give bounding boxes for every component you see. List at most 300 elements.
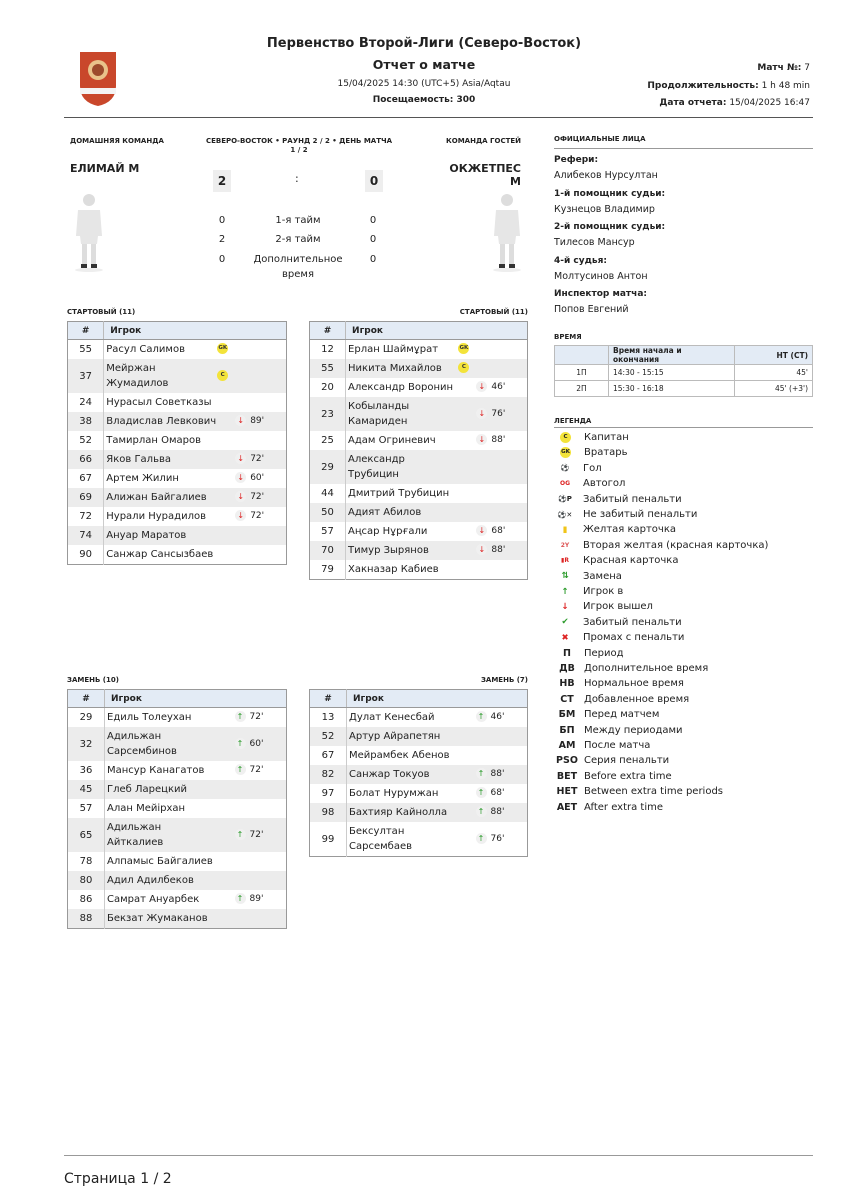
legend-item: [556, 800, 663, 815]
player-name: [346, 503, 459, 522]
player-event: [458, 708, 528, 728]
legend-text: Забитый пенальти: [583, 616, 682, 628]
player-row: [310, 503, 528, 522]
official-role: 2-й помощник судьи:: [554, 222, 666, 232]
player-row: [310, 708, 528, 728]
home-team-label: ДОМАШНЯЯ КОМАНДА: [70, 137, 164, 145]
legend-text: Вратарь: [584, 447, 628, 459]
player-row: [68, 340, 287, 360]
player-event: [217, 708, 287, 728]
legend-label: ЛЕГЕНДА: [554, 417, 592, 425]
official-role: 1-й помощник судьи:: [554, 188, 666, 199]
player-number: 90: [68, 545, 104, 565]
player-name-text: Яков Гальва: [106, 454, 171, 465]
official-name: Алибеков Нурсултан: [554, 170, 658, 181]
player-out-icon: ↓: [476, 525, 487, 536]
sub-minute: 89': [249, 894, 264, 904]
player-name: [346, 484, 459, 503]
player-row: [68, 852, 287, 871]
sub-minute: 88': [490, 807, 505, 817]
page-number: Страница 1 / 2: [64, 1171, 172, 1187]
player-event: [458, 522, 527, 541]
legend-text: Гол: [583, 462, 602, 474]
player-event: [458, 340, 527, 360]
player-row: [310, 784, 528, 803]
player-row: [68, 412, 287, 431]
goalkeeper-icon: GK: [560, 447, 571, 458]
player-event: [458, 765, 528, 784]
player-number: 55: [68, 340, 104, 360]
col-number-header: #: [310, 690, 347, 708]
player-number: 78: [68, 852, 105, 871]
time-ht: 45': [735, 365, 813, 381]
col-number-header: #: [68, 322, 104, 340]
legend-item: [556, 538, 768, 553]
captain-badge-icon: C: [217, 370, 228, 381]
player-name-text: Нурасыл Советказы: [106, 397, 212, 408]
time-ht: 45' (+3'): [735, 381, 813, 397]
goal-icon: ⚽: [560, 464, 570, 473]
player-number: 66: [68, 450, 104, 469]
home-starting-table: [67, 321, 287, 565]
player-name: [104, 359, 217, 393]
period-away-score: 0: [369, 234, 377, 245]
player-out-icon: ↓: [235, 491, 246, 502]
legend-item: [556, 707, 659, 722]
player-row: [68, 393, 287, 412]
sub-minute: 88': [491, 545, 506, 555]
legend-code: П: [563, 647, 571, 659]
time-range: 14:30 - 15:15: [609, 365, 735, 381]
player-row: [310, 378, 528, 397]
time-col-ht: HT (CT): [735, 346, 813, 365]
away-starting-table: [309, 321, 528, 580]
score-separator: :: [295, 172, 299, 185]
legend-item: [556, 676, 684, 691]
substitution-icon: ⇅: [561, 571, 569, 582]
player-name: [346, 359, 459, 378]
player-in-icon: ↑: [235, 711, 246, 722]
time-row: [555, 365, 813, 381]
footer-divider: [64, 1155, 813, 1156]
legend-item: [556, 615, 682, 630]
player-name: [104, 526, 217, 545]
player-event: [217, 799, 287, 818]
player-name: [347, 784, 458, 803]
period-home-score: 2: [218, 234, 226, 245]
player-row: [310, 340, 528, 360]
legend-code: HET: [556, 786, 578, 798]
player-name-text: Тимур Зырянов: [348, 545, 429, 556]
player-name-text: Едиль Толеухан: [107, 712, 192, 723]
player-in-icon: ↑: [235, 738, 246, 749]
player-row: [310, 727, 528, 746]
goalkeeper-badge-icon: GK: [458, 343, 469, 354]
player-number: 29: [68, 708, 105, 728]
sub-minute: 46': [490, 712, 505, 722]
player-in-icon: ↑: [476, 833, 487, 844]
player-event: [217, 507, 286, 526]
legend-text: Капитан: [584, 432, 629, 443]
player-number: 72: [68, 507, 104, 526]
player-name: [347, 727, 458, 746]
legend-text: Вторая желтая (красная карточка): [583, 539, 769, 551]
player-row: [68, 727, 287, 761]
player-row: [68, 871, 287, 890]
legend-text: Перед матчем: [584, 709, 660, 721]
player-name-text: Алижан Байгалиев: [106, 492, 207, 503]
player-number: 74: [68, 526, 104, 545]
player-in-icon: ↑: [235, 829, 246, 840]
col-player-header: Игрок: [104, 322, 287, 340]
player-out-icon: ↓: [476, 434, 487, 445]
legend-item: [556, 646, 624, 661]
player-row: [68, 890, 287, 909]
player-row: [68, 469, 287, 488]
legend-text: Замена: [583, 570, 622, 582]
sub-minute: 72': [249, 829, 264, 840]
legend-text: Нормальное время: [584, 678, 684, 690]
player-name-text: Бекзат Жумаканов: [107, 913, 208, 924]
sub-minute: 68': [490, 788, 505, 798]
col-number-header: #: [68, 690, 105, 708]
legend-item: [556, 461, 602, 476]
player-name: [104, 340, 217, 360]
player-name: [346, 522, 459, 541]
player-in-icon: ↑: [561, 586, 569, 597]
player-row: [310, 803, 528, 822]
player-name: [105, 727, 217, 761]
player-row: [68, 818, 287, 852]
player-number: 23: [310, 397, 346, 431]
legend-item: [556, 723, 683, 738]
match-datetime: 15/04/2025 14:30 (UTC+5) Asia/Aqtau: [337, 79, 511, 89]
player-name: [347, 708, 458, 728]
legend-item: [556, 507, 697, 522]
player-event: [217, 526, 286, 545]
official-name: Кузнецов Владимир: [554, 203, 655, 215]
time-row: [555, 381, 813, 397]
player-name-text: Кобыланды Камариден: [348, 401, 410, 427]
sub-minute: 88': [490, 769, 505, 779]
player-name-text: Хакназар Кабиев: [348, 564, 439, 575]
legend-text: Период: [584, 647, 624, 659]
legend-code: BET: [556, 770, 578, 782]
player-name-text: Александр Трубицин: [348, 454, 405, 480]
player-number: 55: [310, 359, 346, 378]
away-subs-label: ЗАМЕНЬ (7): [480, 676, 528, 684]
legend-code: БП: [559, 724, 575, 736]
player-row: [310, 450, 528, 484]
player-row: [68, 450, 287, 469]
player-name: [105, 890, 217, 909]
report-date: Дата отчета: 15/04/2025 16:47: [659, 98, 810, 108]
player-row: [68, 708, 287, 728]
player-event: [458, 560, 527, 580]
player-event: [458, 727, 528, 746]
player-name: [105, 852, 217, 871]
legend-item: [556, 784, 723, 799]
player-name-text: Артур Айрапетян: [349, 731, 441, 742]
sub-minute: 72': [249, 712, 264, 722]
legend-item: [556, 553, 678, 568]
player-number: 44: [310, 484, 346, 503]
own-goal-icon: OG: [559, 480, 571, 488]
legend-text: После матча: [584, 740, 651, 751]
player-in-icon: ↑: [476, 711, 487, 722]
legend-text: Между периодами: [584, 724, 683, 736]
col-number-header: #: [310, 322, 346, 340]
legend-text: Автогол: [583, 478, 626, 490]
captain-badge-icon: C: [458, 362, 469, 373]
player-name: [105, 871, 217, 890]
player-event: [458, 359, 527, 378]
player-row: [310, 397, 528, 431]
player-name: [104, 412, 217, 431]
sub-minute: 76': [491, 408, 506, 419]
match-number: Матч №: 7: [757, 63, 810, 73]
official-role: Рефери:: [554, 155, 599, 165]
player-name-text: Санжар Сансызбаев: [106, 549, 214, 560]
player-number: 67: [310, 746, 347, 765]
player-row: [310, 746, 528, 765]
official-role: Инспектор матча:: [554, 289, 647, 299]
match-duration: Продолжительность: 1 h 48 min: [647, 81, 810, 91]
period-home-score: 0: [218, 215, 226, 226]
player-name-text: Мейржан Жумадилов: [106, 363, 169, 389]
player-row: [68, 431, 287, 450]
away-kit-icon: [492, 192, 522, 272]
player-row: [310, 359, 528, 378]
legend-item: [556, 569, 622, 584]
away-team-label: КОМАНДА ГОСТЕЙ: [446, 137, 521, 145]
legend-text: Добавленное время: [584, 693, 690, 705]
player-event: [217, 890, 287, 909]
player-event: [217, 852, 287, 871]
sub-minute: 76': [490, 833, 505, 844]
player-name-text: Адил Адилбеков: [107, 875, 194, 886]
player-name: [104, 488, 217, 507]
player-out-icon: ↓: [476, 408, 487, 419]
player-name-text: Адам Огриневич: [348, 435, 436, 446]
player-row: [68, 545, 287, 565]
player-event: [217, 545, 286, 565]
player-event: [458, 450, 527, 484]
legend-text: Серия пенальти: [584, 755, 670, 767]
legend-item: [556, 584, 623, 599]
player-name: [347, 803, 458, 822]
player-number: 36: [68, 761, 105, 780]
player-event: [217, 450, 286, 469]
player-number: 70: [310, 541, 346, 560]
player-name: [346, 541, 459, 560]
player-name: [105, 818, 217, 852]
yellow-card-icon: ▮: [562, 524, 568, 535]
player-name-text: Аңсар Нұрғали: [348, 526, 428, 537]
official-name: Попов Евгений: [554, 304, 629, 315]
legend-code: СТ: [560, 693, 574, 705]
player-number: 57: [310, 522, 346, 541]
attendance: Посещаемость: 300: [372, 95, 476, 105]
sub-minute: 72': [249, 765, 264, 775]
player-number: 50: [310, 503, 346, 522]
legend-text: Не забитый пенальти: [583, 509, 698, 520]
legend-text: Игрок вышел: [583, 601, 653, 613]
player-name-text: Адильжан Айткалиев: [107, 822, 164, 848]
player-row: [310, 765, 528, 784]
player-event: [458, 746, 528, 765]
player-row: [310, 560, 528, 580]
player-name-text: Самрат Ануарбек: [107, 894, 200, 905]
player-in-icon: ↑: [235, 893, 246, 904]
player-name: [105, 708, 217, 728]
player-row: [310, 541, 528, 560]
player-name-text: Дулат Кенесбай: [349, 712, 435, 723]
official-name: Молтусинов Антон: [554, 270, 648, 282]
player-name: [104, 469, 217, 488]
sub-minute: 72': [250, 454, 265, 464]
player-number: 12: [310, 340, 346, 360]
player-row: [68, 526, 287, 545]
goalkeeper-badge-icon: GK: [217, 343, 228, 354]
home-kit-icon: [74, 192, 104, 272]
player-out-icon: ↓: [235, 453, 246, 464]
player-name: [104, 431, 217, 450]
player-event: [217, 431, 286, 450]
player-event: [217, 412, 286, 431]
player-name-text: Тамирлан Омаров: [106, 435, 202, 446]
sub-minute: 88': [491, 435, 506, 445]
player-event: [217, 393, 286, 412]
player-name-text: Владислав Левкович: [106, 416, 217, 427]
player-number: 65: [68, 818, 105, 852]
player-name-text: Болат Нурумжан: [349, 788, 439, 799]
home-score: 2: [213, 170, 231, 192]
player-number: 97: [310, 784, 347, 803]
player-out-icon: ↓: [476, 381, 487, 392]
legend-code: БМ: [558, 709, 576, 721]
player-event: [217, 340, 286, 360]
player-number: 79: [310, 560, 346, 580]
sub-minute: 72': [250, 511, 265, 521]
player-name: [346, 450, 459, 484]
sub-minute: 72': [250, 492, 265, 502]
player-row: [68, 488, 287, 507]
player-out-icon: ↓: [235, 415, 246, 426]
away-team-name: ОКЖЕТПЕС М: [449, 162, 521, 188]
away-score: 0: [365, 170, 383, 192]
away-subs-table: [309, 689, 528, 857]
legend-code: ДВ: [559, 663, 575, 674]
player-name: [104, 545, 217, 565]
player-in-icon: ↑: [235, 764, 246, 775]
player-name: [105, 761, 217, 780]
player-row: [68, 359, 287, 393]
player-event: [217, 909, 287, 929]
player-in-icon: ↑: [476, 768, 487, 779]
player-name-text: Алпамыс Байгалиев: [107, 856, 213, 867]
player-row: [310, 522, 528, 541]
legend-item: [556, 492, 682, 507]
player-event: [458, 397, 527, 431]
player-number: 29: [310, 450, 346, 484]
player-event: [217, 761, 287, 780]
player-row: [68, 799, 287, 818]
player-row: [68, 761, 287, 780]
player-event: [458, 541, 527, 560]
header-divider: [64, 117, 813, 118]
player-event: [217, 780, 287, 799]
player-name: [105, 799, 217, 818]
player-number: 67: [68, 469, 104, 488]
player-row: [68, 780, 287, 799]
player-event: [458, 784, 528, 803]
time-period: 1П: [555, 365, 609, 381]
col-player-header: Игрок: [346, 322, 528, 340]
legend-divider: [554, 427, 813, 428]
player-in-icon: ↑: [476, 787, 487, 798]
report-title: Первенство Второй-Лиги (Северо-Восток): [266, 36, 582, 51]
legend-item: [556, 430, 629, 445]
player-out-icon: ↓: [476, 544, 487, 555]
legend-text: Between extra time periods: [584, 786, 724, 798]
sub-minute: 46': [491, 382, 506, 392]
home-team-name: ЕЛИМАЙ М: [70, 162, 140, 175]
player-name-text: Бахтияр Кайнолла: [349, 807, 448, 818]
sub-minute: 60': [250, 473, 265, 483]
player-row: [310, 484, 528, 503]
home-starting-label: СТАРТОВЫЙ (11): [67, 308, 136, 316]
penalty-scored-icon: ⚽P: [558, 495, 572, 504]
player-event: [217, 871, 287, 890]
player-number: 25: [310, 431, 346, 450]
player-name: [346, 431, 459, 450]
time-label: ВРЕМЯ: [554, 333, 582, 341]
time-col-period: [555, 346, 609, 365]
second-yellow-icon: 2Y: [560, 541, 570, 549]
player-name-text: Глеб Ларецкий: [107, 784, 187, 795]
legend-text: Промах с пенальти: [583, 632, 685, 644]
col-player-header: Игрок: [347, 690, 528, 708]
legend-text: Желтая карточка: [583, 524, 676, 536]
official-role: 4-й судья:: [554, 255, 607, 266]
player-name: [347, 765, 458, 784]
official-name: Тилесов Мансур: [554, 237, 635, 248]
player-event: [217, 727, 287, 761]
legend-text: Before extra time: [584, 770, 672, 782]
player-number: 52: [310, 727, 347, 746]
legend-item: [556, 753, 669, 768]
player-name: [347, 746, 458, 765]
sub-minute: 89': [250, 416, 265, 426]
player-number: 38: [68, 412, 104, 431]
player-row: [68, 909, 287, 929]
officials-divider: [554, 148, 813, 149]
player-name-text: Мансур Канагатов: [107, 765, 205, 776]
player-number: 98: [310, 803, 347, 822]
sub-minute: 68': [491, 526, 506, 536]
player-name: [346, 397, 459, 431]
player-name-text: Ануар Маратов: [106, 530, 187, 541]
player-number: 32: [68, 727, 105, 761]
legend-text: Красная карточка: [583, 555, 679, 567]
time-range: 15:30 - 16:18: [609, 381, 735, 397]
legend-code: AET: [556, 801, 578, 813]
legend-item: [556, 445, 628, 460]
legend-text: Забитый пенальти: [583, 493, 682, 505]
sub-minute: 60': [249, 738, 264, 749]
time-table: [554, 345, 813, 397]
